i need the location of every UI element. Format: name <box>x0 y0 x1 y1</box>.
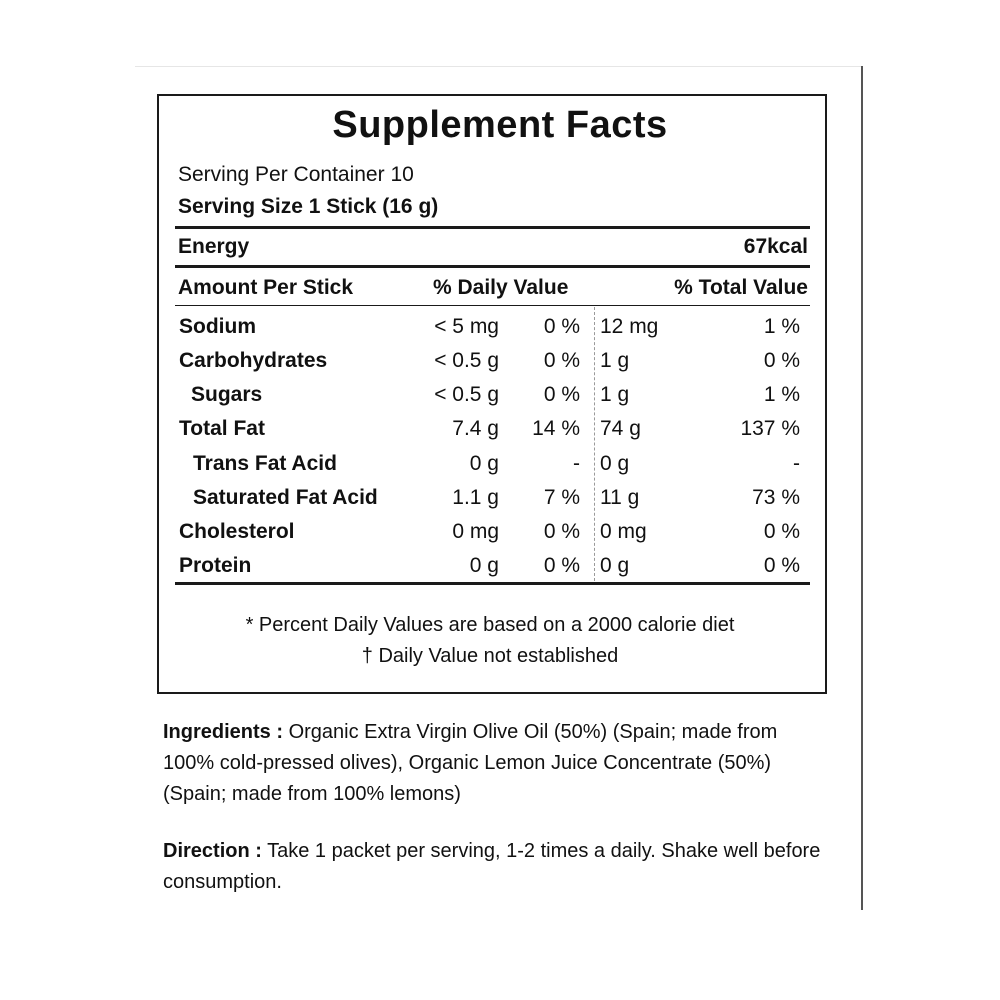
nutrient-name: Sodium <box>179 315 256 338</box>
direction-label: Direction : <box>163 840 262 862</box>
total-percent: 0 % <box>763 554 800 577</box>
nutrient-name: Saturated Fat Acid <box>193 486 378 509</box>
nutrient-name: Protein <box>179 554 252 577</box>
ingredients-section <box>163 717 823 810</box>
daily-percent: 14 % <box>532 417 580 440</box>
nutrient-name: Cholesterol <box>179 520 295 543</box>
total-amount: 1 g <box>600 383 630 406</box>
total-amount: 1 g <box>600 349 630 372</box>
daily-amount: < 5 mg <box>434 315 499 338</box>
footnote-not-established: † Daily Value not established <box>361 645 619 667</box>
thick-divider <box>175 582 810 585</box>
ingredients-label: Ingredients : <box>163 721 284 743</box>
total-amount: 0 mg <box>600 520 647 543</box>
total-percent: - <box>793 452 800 475</box>
total-percent: 137 % <box>740 417 800 440</box>
energy-label: Energy <box>178 235 250 258</box>
sheet-top-edge <box>135 66 862 67</box>
daily-percent: 7 % <box>543 486 580 509</box>
nutrient-row <box>0 417 1000 451</box>
total-amount: 11 g <box>600 486 640 509</box>
nutrient-row <box>0 486 1000 520</box>
header-total-value: % Total Value <box>674 276 808 299</box>
footnote-daily-values: * Percent Daily Values are based on a 2000 calorie diet <box>245 614 735 636</box>
nutrient-row <box>0 452 1000 486</box>
direction-text: Take 1 packet per serving, 1-2 times a daily. Shake well before consumption. <box>163 840 821 893</box>
nutrient-row <box>0 520 1000 554</box>
nutrient-row <box>0 315 1000 349</box>
total-percent: 1 % <box>763 315 800 338</box>
total-amount: 0 g <box>600 554 630 577</box>
ingredients-text: Organic Extra Virgin Olive Oil (50%) (Spain; made from 100% cold-pressed olives), Organic Lemon Juice Concentrate (50%) (Spain; made from 100% lemons) <box>163 721 778 805</box>
daily-amount: < 0.5 g <box>434 349 499 372</box>
total-amount: 12 mg <box>600 315 659 338</box>
thick-divider <box>175 265 810 268</box>
total-amount: 74 g <box>600 417 641 440</box>
total-percent: 0 % <box>763 520 800 543</box>
direction-section <box>163 836 823 898</box>
daily-amount: 1.1 g <box>452 486 499 509</box>
total-percent: 73 % <box>752 486 800 509</box>
daily-amount: 0 g <box>469 452 499 475</box>
daily-percent: 0 % <box>543 554 580 577</box>
serving-size: Serving Size 1 Stick (16 g) <box>178 195 439 218</box>
total-percent: 0 % <box>763 349 800 372</box>
nutrient-name: Trans Fat Acid <box>193 452 337 475</box>
thin-divider <box>175 305 810 306</box>
total-amount: 0 g <box>600 452 630 475</box>
nutrient-name: Sugars <box>191 383 263 406</box>
nutrient-row <box>0 349 1000 383</box>
energy-value: 67kcal <box>743 235 808 258</box>
total-percent: 1 % <box>763 383 800 406</box>
daily-percent: 0 % <box>543 315 580 338</box>
header-amount: Amount Per Stick <box>178 276 354 299</box>
daily-percent: 0 % <box>543 383 580 406</box>
daily-amount: < 0.5 g <box>434 383 499 406</box>
daily-percent: 0 % <box>543 520 580 543</box>
servings-per-container: Serving Per Container 10 <box>178 163 414 186</box>
daily-amount: 7.4 g <box>452 417 499 440</box>
nutrient-name: Total Fat <box>179 417 265 440</box>
daily-amount: 0 mg <box>452 520 499 543</box>
panel-title: Supplement Facts <box>332 104 668 146</box>
header-daily-value: % Daily Value <box>433 276 569 299</box>
daily-percent: - <box>573 452 580 475</box>
daily-percent: 0 % <box>543 349 580 372</box>
nutrient-row <box>0 383 1000 417</box>
daily-amount: 0 g <box>469 554 499 577</box>
thick-divider <box>175 226 810 229</box>
nutrient-name: Carbohydrates <box>179 349 328 372</box>
